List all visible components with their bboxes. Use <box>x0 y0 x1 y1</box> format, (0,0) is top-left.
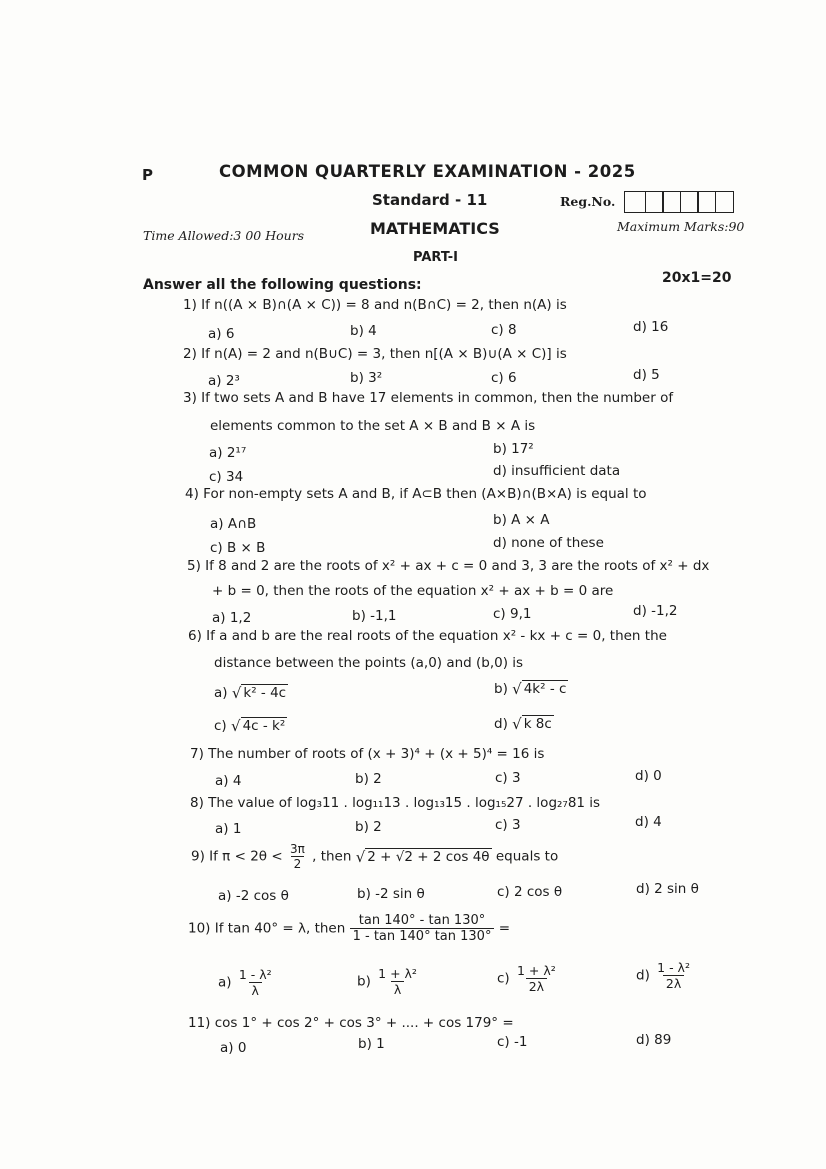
question-3-cont: elements common to the set A × B and B × A is <box>210 418 536 434</box>
q9-option-d: d) 2 sin θ <box>636 881 699 897</box>
q2-option-b: b) 3² <box>350 370 383 386</box>
q5-option-a: a) 1,2 <box>212 610 252 626</box>
question-6-cont: distance between the points (a,0) and (b,0) is <box>214 655 524 671</box>
q6-option-a: a) √ k² - 4c <box>214 684 287 702</box>
q6-option-b: b) √ 4k² - c <box>494 680 567 698</box>
q2-option-a: a) 2³ <box>208 373 240 389</box>
standard-label: Standard - 11 <box>372 191 488 209</box>
q8-option-d: d) 4 <box>635 814 662 830</box>
question-8: 8) The value of log₃11 . log₁₁13 . log₁₃15 . log₁₅27 . log₂₇81 is <box>190 795 601 811</box>
reg-no-label: Reg.No. <box>560 194 616 209</box>
maximum-marks: Maximum Marks:90 <box>617 219 745 234</box>
q8-option-a: a) 1 <box>215 821 242 837</box>
q6-option-c: c) √ 4c - k² <box>214 717 286 735</box>
q11-option-d: d) 89 <box>636 1032 672 1048</box>
q3-option-b: b) 17² <box>493 441 534 457</box>
exam-title: COMMON QUARTERLY EXAMINATION - 2025 <box>219 162 636 181</box>
q11-option-b: b) 1 <box>358 1036 385 1052</box>
time-allowed: Time Allowed:3 00 Hours <box>143 228 305 243</box>
sqrt-icon: √ <box>512 680 522 698</box>
q10-option-b: b) $\frac{\text{1 + λ²}}{\lambda}$ <box>357 966 417 997</box>
q11-option-c: c) -1 <box>497 1034 528 1050</box>
q7-option-a: a) 4 <box>215 773 242 789</box>
q6-option-d: d) √ k 8c <box>494 715 552 733</box>
sqrt-icon: √ <box>231 717 241 735</box>
question-4: 4) For non-empty sets A and B, if A⊂B then (A×B)∩(B×A) is equal to <box>185 486 647 502</box>
sqrt-icon: √ <box>355 847 366 866</box>
q5-option-b: b) -1,1 <box>352 608 397 624</box>
q11-option-a: a) 0 <box>220 1040 247 1056</box>
q3-option-c: c) 34 <box>209 469 244 485</box>
paper-code: P <box>142 166 153 184</box>
instruction: Answer all the following questions: <box>143 277 422 293</box>
q10-option-d: d) $\frac{\text{1 - λ²}}{2\lambda}$ <box>636 960 690 991</box>
q8-option-c: c) 3 <box>495 817 521 833</box>
question-6: 6) If a and b are the real roots of the equation x² - kx + c = 0, then the <box>188 628 667 644</box>
question-5: 5) If 8 and 2 are the roots of x² + ax + c = 0 and 3, 3 are the roots of x² + dx <box>187 558 710 574</box>
question-7: 7) The number of roots of (x + 3)⁴ + (x + 5)⁴ = 16 is <box>190 746 545 762</box>
q7-option-d: d) 0 <box>635 768 662 784</box>
sqrt-icon: √ <box>231 684 242 702</box>
q1-option-c: c) 8 <box>491 322 517 338</box>
question-2: 2) If n(A) = 2 and n(B∪C) = 3, then n[(A × B)∪(A × C)] is <box>183 346 567 362</box>
q5-option-c: c) 9,1 <box>493 606 532 622</box>
q5-option-d: d) -1,2 <box>633 603 678 619</box>
question-10: 10) If tan 40° = λ, then $\frac{\tan 140^\circ - \tan 130^\circ}{1 - \tan 140^\circ \tan 130^\circ}$ = <box>188 913 511 944</box>
q4-option-c: c) B × B <box>210 540 266 556</box>
question-9: 9) If π < 2θ < $\frac{3\pi}{2}$ , then √ 2 + √2 + 2 cos 4θ equals to <box>191 842 559 871</box>
q2-option-c: c) 6 <box>491 370 517 386</box>
q9-option-b: b) -2 sin θ <box>357 886 425 902</box>
q9-option-c: c) 2 cos θ <box>497 884 563 900</box>
q1-option-d: d) 16 <box>633 319 669 335</box>
question-1: 1) If n((A × B)∩(A × C)) = 8 and n(B∩C) = 2, then n(A) is <box>183 297 567 313</box>
q3-option-d: d) insufficient data <box>493 463 621 479</box>
q7-option-b: b) 2 <box>355 771 382 787</box>
q10-option-a: a) $\frac{\text{1 - λ²}}{\lambda}$ <box>218 967 272 998</box>
q1-option-b: b) 4 <box>350 323 377 339</box>
section-marks: 20x1=20 <box>662 270 732 286</box>
sqrt-icon: √ <box>512 715 522 733</box>
q7-option-c: c) 3 <box>495 770 521 786</box>
part-title: PART-I <box>413 250 459 265</box>
q4-option-b: b) A × A <box>493 512 550 528</box>
reg-no-boxes[interactable] <box>624 191 732 211</box>
question-3: 3) If two sets A and B have 17 elements in common, then the number of <box>183 390 674 406</box>
q9-option-a: a) -2 cos θ <box>218 888 289 904</box>
q1-option-a: a) 6 <box>208 326 235 342</box>
question-5-cont: + b = 0, then the roots of the equation x² + ax + b = 0 are <box>212 583 614 599</box>
q8-option-b: b) 2 <box>355 819 382 835</box>
subject-title: MATHEMATICS <box>370 219 500 238</box>
q2-option-d: d) 5 <box>633 367 660 383</box>
q4-option-a: a) A∩B <box>210 516 257 532</box>
q4-option-d: d) none of these <box>493 535 604 551</box>
q10-option-c: c) $\frac{\text{1 + λ²}}{2\lambda}$ <box>497 963 556 994</box>
question-11: 11) cos 1° + cos 2° + cos 3° + .... + cos 179° = <box>188 1015 514 1031</box>
q3-option-a: a) 2¹⁷ <box>209 445 247 461</box>
